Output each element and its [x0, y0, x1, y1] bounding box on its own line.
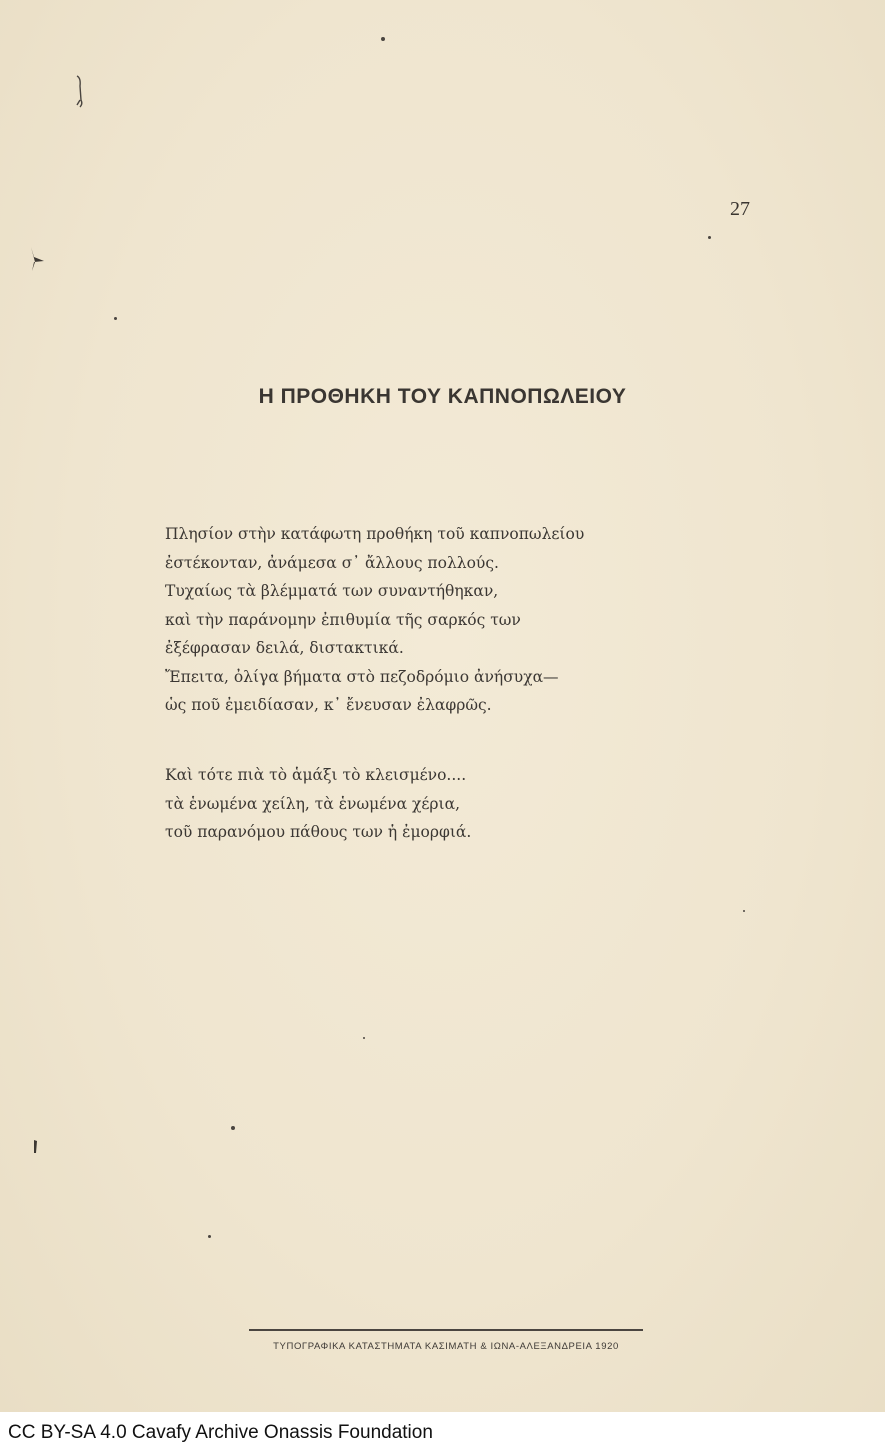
verse-line: ὡς ποῦ ἐμειδίασαν, κ᾽ ἔνευσαν ἐλαφρῶς. — [165, 696, 492, 714]
ink-speck — [381, 37, 385, 41]
ink-speck — [231, 1126, 235, 1130]
verse-line: καὶ τὴν παράνομην ἐπιθυμία τῆς σαρκός των — [165, 610, 521, 629]
stanza-1 — [165, 520, 584, 720]
page-number: 27 — [730, 198, 750, 220]
verse-line: Ἔπειτα, ὀλίγα βήματα στὸ πεζοδρόμιο ἀνήσυχα— — [165, 667, 559, 686]
ink-speck — [114, 317, 117, 320]
paper-mark-icon — [30, 1138, 40, 1156]
printer-imprint: ΤΥΠΟΓΡΑΦΙΚΑ ΚΑΤΑΣΤΗΜΑΤΑ ΚΑΣΙΜΑΤΗ & ΙΩΝΑ-ΑΛΕΞΑΝΔΡΕΙΑ 1920 — [273, 1341, 619, 1352]
ink-speck — [708, 236, 711, 239]
verse-line: Καὶ τότε πιὰ τὸ ἁμάξι τὸ κλεισμένο.... — [165, 766, 467, 784]
ink-speck — [208, 1235, 211, 1238]
poem-title: Η ΠΡΟΘΗΚΗ ΤΟΥ ΚΑΠΝΟΠΩΛΕΙΟΥ — [258, 385, 627, 408]
ink-speck — [363, 1037, 365, 1039]
verse-line: Πλησίον στὴν κατάφωτη προθήκη τοῦ καπνοπωλείου — [165, 525, 585, 543]
paper-mark-icon — [72, 74, 88, 110]
verse-line: Τυχαίως τὰ βλέμματά των συναντήθηκαν, — [165, 582, 499, 600]
verse-line: ἐξέφρασαν δειλά, διστακτικά. — [165, 639, 404, 657]
verse-line: τοῦ παρανόμου πάθους των ἡ ἐμορφιά. — [165, 823, 472, 841]
ink-speck — [743, 910, 745, 912]
verse-line: τὰ ἑνωμένα χείλη, τὰ ἑνωμένα χέρια, — [165, 794, 461, 813]
footer-divider — [249, 1329, 643, 1331]
stanza-2 — [165, 761, 471, 847]
license-caption-bar — [0, 1412, 885, 1456]
paper-mark-icon — [28, 245, 48, 273]
verse-line: ἐστέκονταν, ἀνάμεσα σ᾽ ἄλλους πολλούς. — [165, 553, 499, 572]
license-caption: CC BY-SA 4.0 Cavafy Archive Onassis Foundation — [8, 1422, 433, 1443]
